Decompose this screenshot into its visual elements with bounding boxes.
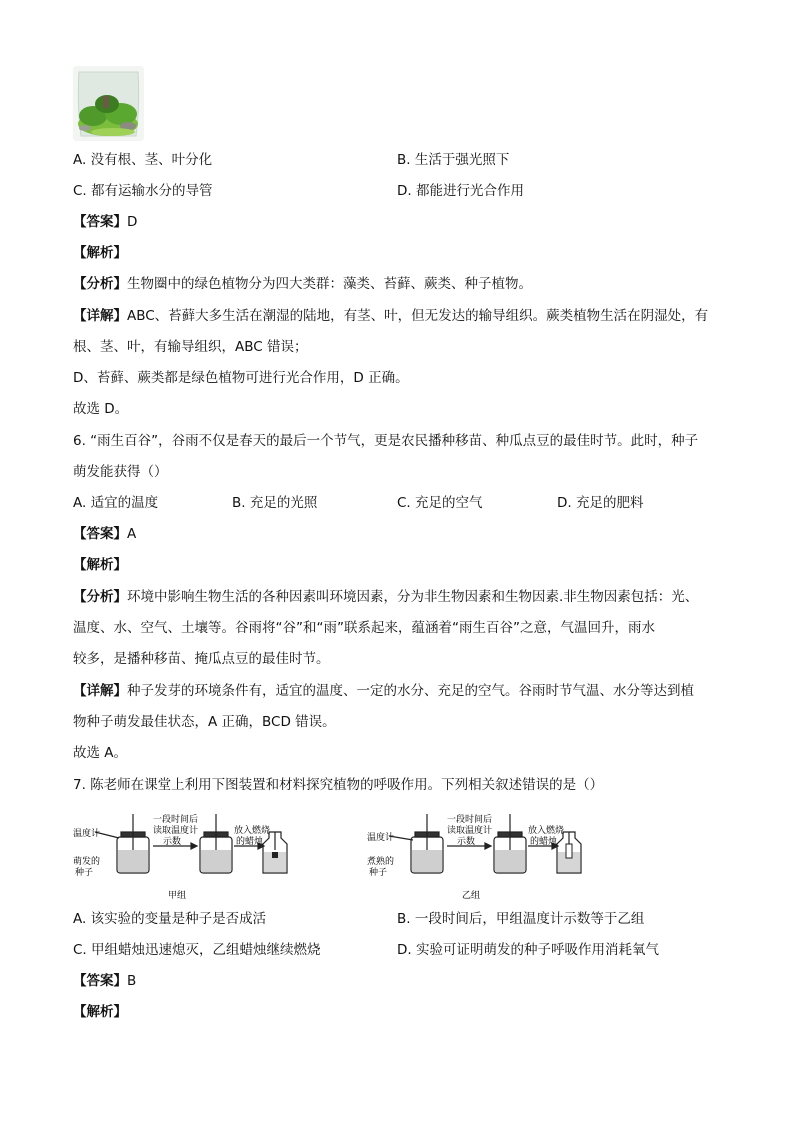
q7b-thermometer-label: 温度计: [367, 833, 395, 843]
q7a-candle-1: 放入燃烧: [234, 826, 271, 836]
q6-option-d: D. 充足的肥料: [557, 495, 644, 511]
q6-answer: [73, 524, 136, 544]
q5-xiangjie-line-3: D、苔藓、蕨类都是绿色植物可进行光合作用，D 正确。: [73, 370, 409, 386]
q5-fenxi: [73, 274, 532, 294]
answer-value: B: [127, 973, 137, 989]
q7-figure-group-a: [73, 808, 303, 906]
q7-stem: 7. 陈老师在课堂上利用下图装置和材料探究植物的呼吸作用。下列相关叙述错误的是（）: [73, 777, 604, 793]
answer-value: D: [127, 214, 138, 230]
q6-option-a: A. 适宜的温度: [73, 495, 159, 511]
answer-tag: 【答案】: [73, 526, 127, 542]
q6-fenxi-line-1: [73, 587, 698, 607]
q7-figure-group-b: [367, 808, 597, 906]
q7b-candle-2: 的蜡烛: [530, 837, 558, 847]
xiangjie-text: 种子发芽的环境条件有，适宜的温度、一定的水分、充足的空气。谷雨时节气温、水分等达到植: [127, 683, 694, 699]
q6-jiexi-heading: 【解析】: [73, 557, 127, 573]
q6-xiangjie-line-1: [73, 681, 694, 701]
q6-xiangjie-line-2: 物种子萌发最佳状态，A 正确，BCD 错误。: [73, 714, 336, 730]
answer-value: A: [127, 526, 137, 542]
xiangjie-text: ABC、苔藓大多生活在潮湿的陆地，有茎、叶，但无发达的输导组织。蕨类植物生活在阴湿处，有: [127, 308, 709, 324]
q6-stem-line-1: 6. “雨生百谷”，谷雨不仅是春天的最后一个节气，更是农民播种移苗、种瓜点豆的最佳时节。此时，种子: [73, 433, 699, 449]
answer-tag: 【答案】: [73, 973, 127, 989]
q7b-seed-label-1: 煮熟的: [367, 857, 395, 867]
fenxi-text: 环境中影响生物生活的各种因素叫环境因素，分为非生物因素和生物因素.非生物因素包括：光、: [127, 589, 699, 605]
q7a-caption: 甲组: [168, 891, 187, 901]
q7-option-b: B. 一段时间后，甲组温度计示数等于乙组: [397, 911, 645, 927]
q5-xiangjie-line-2: 根、茎、叶，有输导组织，ABC 错误；: [73, 339, 308, 355]
q7b-seed-label-2: 种子: [369, 868, 388, 878]
q7-option-d: D. 实验可证明萌发的种子呼吸作用消耗氧气: [397, 942, 659, 958]
q5-conclusion: 故选 D。: [73, 401, 129, 417]
q7b-candle-1: 放入燃烧: [528, 826, 565, 836]
q7a-step-1: 一段时间后: [153, 815, 199, 825]
q7b-step-3: 示数: [457, 837, 476, 847]
q7a-seed-label-2: 种子: [75, 868, 94, 878]
q5-option-a: A. 没有根、茎、叶分化: [73, 152, 213, 168]
fenxi-tag: 【分析】: [73, 589, 127, 605]
q7b-step-2: 读取温度计: [447, 826, 493, 836]
xiangjie-tag: 【详解】: [73, 683, 127, 699]
q7-option-a: A. 该实验的变量是种子是否成活: [73, 911, 267, 927]
q6-conclusion: 故选 A。: [73, 745, 128, 761]
q7a-candle-2: 的蜡烛: [236, 837, 264, 847]
q7a-seed-label-1: 萌发的: [73, 857, 101, 867]
q7b-caption: 乙组: [462, 891, 481, 901]
q6-fenxi-line-2: 温度、水、空气、土壤等。谷雨将“谷”和“雨”联系起来，蕴涵着“雨生百谷”之意，气温回升，雨水: [73, 620, 655, 636]
terrarium-photo: [73, 66, 144, 141]
q6-fenxi-line-3: 较多，是播种移苗、掩瓜点豆的最佳时节。: [73, 651, 330, 667]
q7a-step-2: 读取温度计: [153, 826, 199, 836]
fenxi-tag: 【分析】: [73, 276, 127, 292]
q5-option-c: C. 都有运输水分的导管: [73, 183, 213, 199]
q7-answer: [73, 971, 136, 991]
q7a-step-3: 示数: [163, 837, 182, 847]
q7-option-c: C. 甲组蜡烛迅速熄灭，乙组蜡烛继续燃烧: [73, 942, 321, 958]
answer-tag: 【答案】: [73, 214, 127, 230]
q5-option-b: B. 生活于强光照下: [397, 152, 510, 168]
q5-jiexi-heading: 【解析】: [73, 245, 127, 261]
q6-stem-line-2: 萌发能获得（）: [73, 464, 168, 480]
xiangjie-tag: 【详解】: [73, 308, 127, 324]
q6-option-c: C. 充足的空气: [397, 495, 483, 511]
q7a-thermometer-label: 温度计: [73, 829, 101, 839]
q5-answer: [73, 212, 137, 232]
q7b-step-1: 一段时间后: [447, 815, 493, 825]
q6-option-b: B. 充足的光照: [232, 495, 318, 511]
q7-jiexi-heading: 【解析】: [73, 1004, 127, 1020]
fenxi-text: 生物圈中的绿色植物分为四大类群：藻类、苔藓、蕨类、种子植物。: [127, 276, 532, 292]
q5-option-d: D. 都能进行光合作用: [397, 183, 524, 199]
q5-xiangjie-line-1: [73, 306, 708, 326]
